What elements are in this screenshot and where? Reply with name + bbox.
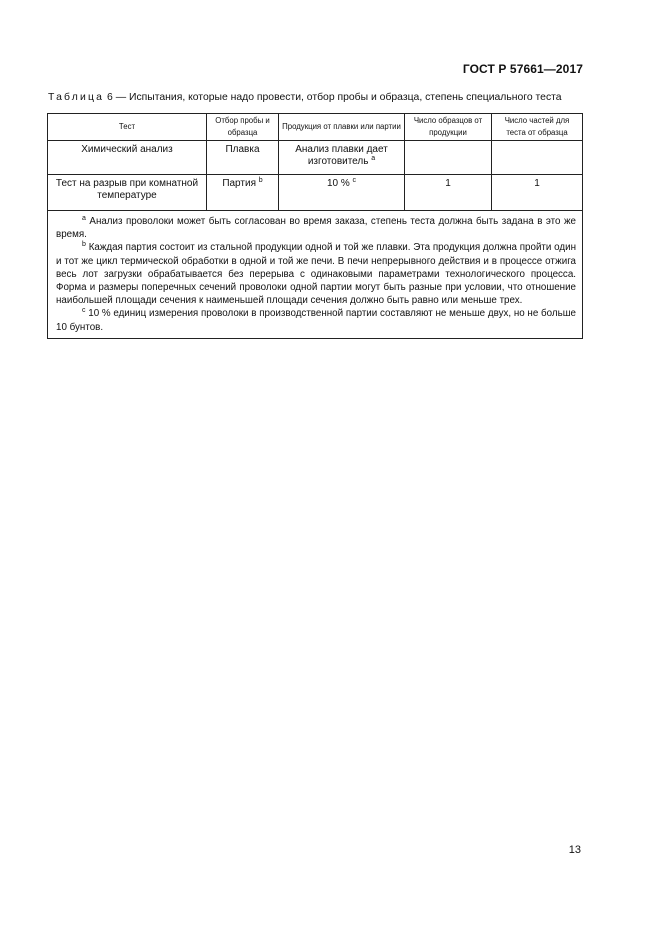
col-header-test: Тест — [48, 114, 207, 141]
cell-test: Тест на разрыв при комнатной температуре — [48, 175, 207, 211]
production-text: Анализ плавки дает изготовитель — [295, 144, 388, 167]
footnote-marker: с — [82, 307, 86, 315]
page-number: 13 — [568, 844, 581, 856]
col-header-sampling: Отбор пробы и образца — [207, 114, 279, 141]
footnote-ref-c: c — [352, 177, 357, 184]
footnote-text: 10 % единиц измерения проволоки в производственной партии составляют не меньше двух, но не больше 10 бунтов. — [56, 308, 576, 333]
cell-parts: 1 — [492, 175, 583, 211]
table-caption — [48, 92, 562, 103]
table-header-row — [48, 114, 583, 141]
col-header-parts: Число частей для теста от образца — [492, 114, 583, 141]
cell-production — [279, 175, 405, 211]
caption-text: — Испытания, которые надо провести, отбор пробы и образца, степень специального теста — [112, 92, 562, 103]
cell-sampling — [207, 175, 279, 211]
cell-test: Химический анализ — [48, 141, 207, 175]
footnote-ref-a: а — [371, 155, 376, 162]
cell-parts — [492, 141, 583, 175]
table-row — [48, 175, 583, 211]
caption-number: 6 — [107, 92, 113, 103]
footnote-marker: а — [82, 215, 86, 222]
table-notes-row — [48, 211, 583, 339]
caption-prefix: Таблица — [48, 92, 105, 103]
tests-table — [47, 113, 583, 339]
cell-samples: 1 — [405, 175, 492, 211]
footnote-a — [56, 215, 576, 241]
cell-samples — [405, 141, 492, 175]
footnote-ref-b: b — [258, 177, 263, 184]
col-header-samples: Число образцов от продукции — [405, 114, 492, 141]
footnote-text: Каждая партия состоит из стальной продукции одной и той же плавки. Эта продукция должна пройти один и тот же цикл термической обработки в одной и той же печи. В печи непрерывного действия и в процессе отжига весь лот загрузки обрабатывается без перерыва с одинаковыми параметрами технологического процесса. Форма и размеры поперечных сечений проволоки одной партии могут быть разные при условии, что отношение наибольшей площади сечения к наименьшей площади сечения должно быть равно или меньше трех. — [56, 242, 576, 307]
footnote-b — [56, 241, 576, 307]
footnote-text: Анализ проволоки может быть согласован во время заказа, степень теста должна быть задана в это же время. — [56, 216, 576, 241]
col-header-production: Продукция от плавки или партии — [279, 114, 405, 141]
production-text: 10 % — [326, 178, 350, 189]
sampling-text: Партия — [222, 178, 256, 189]
cell-production — [279, 141, 405, 175]
table-row — [48, 141, 583, 175]
standard-code: ГОСТ Р 57661—2017 — [462, 62, 583, 76]
table-notes — [48, 211, 583, 339]
footnote-marker: b — [82, 241, 86, 249]
cell-sampling: Плавка — [207, 141, 279, 175]
footnote-c — [56, 307, 576, 333]
